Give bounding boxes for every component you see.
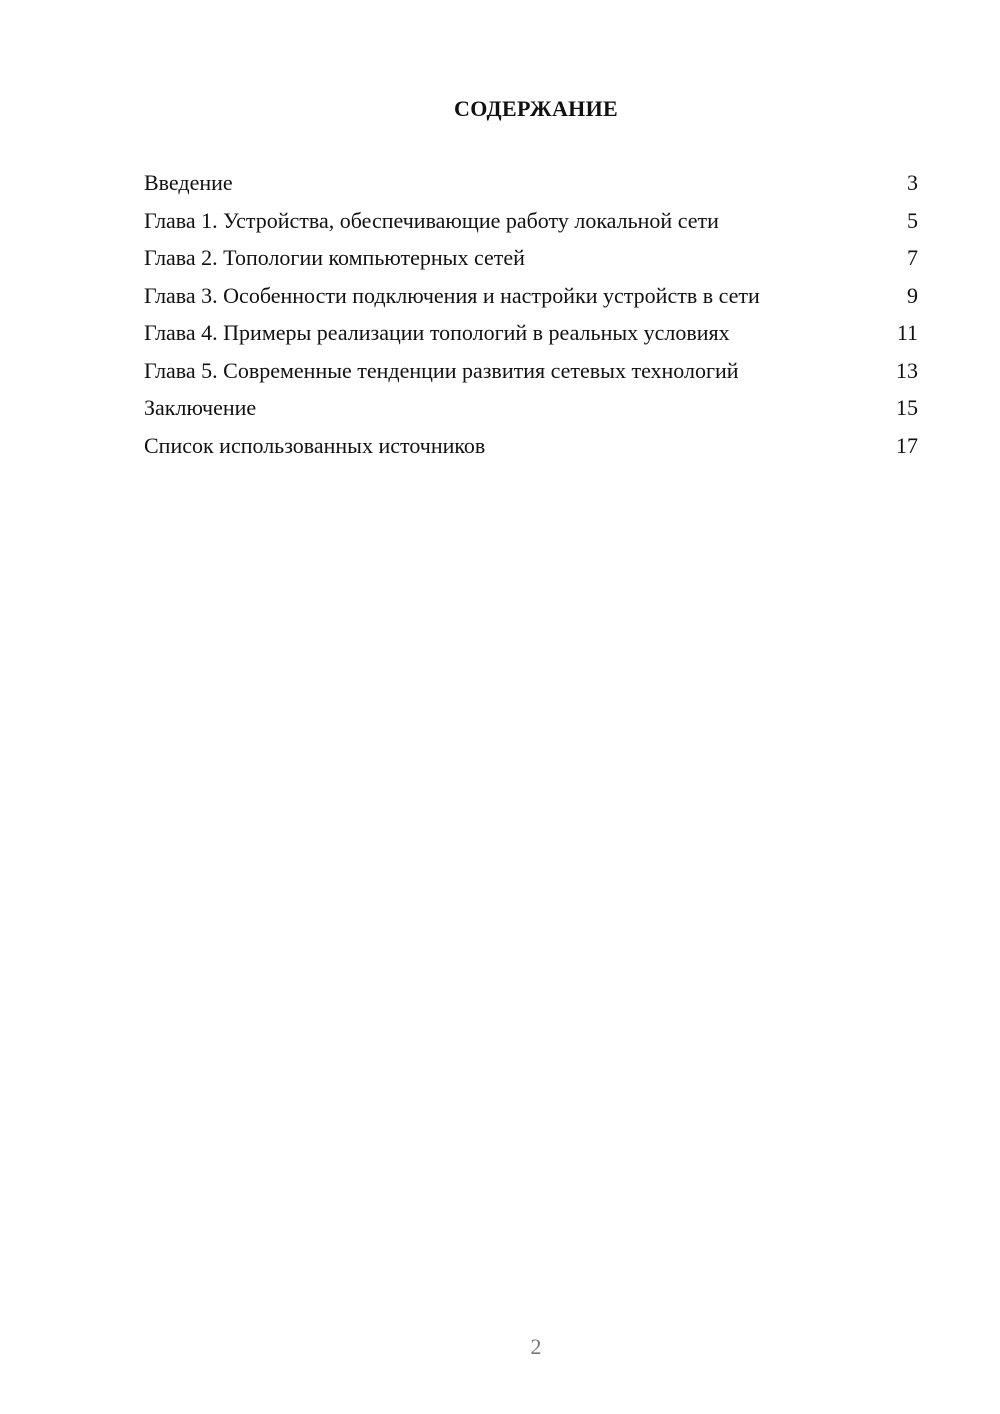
page-number: 2 (530, 1334, 542, 1359)
toc-entry-page: 3 (907, 170, 918, 195)
toc-entry-page: 7 (907, 245, 918, 270)
toc-entry-label: Глава 1. Устройства, обеспечивающие работу локальной сети (144, 207, 719, 233)
toc-entry (144, 245, 918, 271)
toc-entry (144, 320, 918, 346)
toc-entry (144, 395, 918, 421)
table-of-contents (144, 170, 918, 470)
toc-entry-page: 11 (896, 320, 918, 345)
toc-entry-page: 9 (907, 282, 918, 308)
toc-entry-label: Глава 3. Особенности подключения и настройки устройств в сети (144, 282, 760, 308)
toc-entry (144, 433, 918, 459)
toc-entry-label: Глава 4. Примеры реализации топологий в реальных условиях (144, 320, 730, 345)
toc-entry-label: Введение (144, 170, 233, 195)
toc-entry (144, 283, 918, 309)
toc-entry-label: Список использованных источников (144, 432, 486, 458)
toc-entry-page: 15 (896, 395, 918, 420)
toc-entry-label: Глава 5. Современные тенденции развития сетевых технологий (144, 357, 739, 383)
toc-entry-page: 5 (907, 207, 918, 233)
toc-entry-label: Заключение (144, 395, 257, 420)
toc-entry-page: 17 (896, 432, 918, 458)
toc-entry-label: Глава 2. Топологии компьютерных сетей (144, 245, 525, 270)
toc-entry-page: 13 (896, 357, 918, 383)
toc-entry (144, 208, 918, 234)
toc-entry (144, 170, 918, 196)
page-title: СОДЕРЖАНИЕ (454, 96, 618, 121)
toc-entry (144, 358, 918, 384)
